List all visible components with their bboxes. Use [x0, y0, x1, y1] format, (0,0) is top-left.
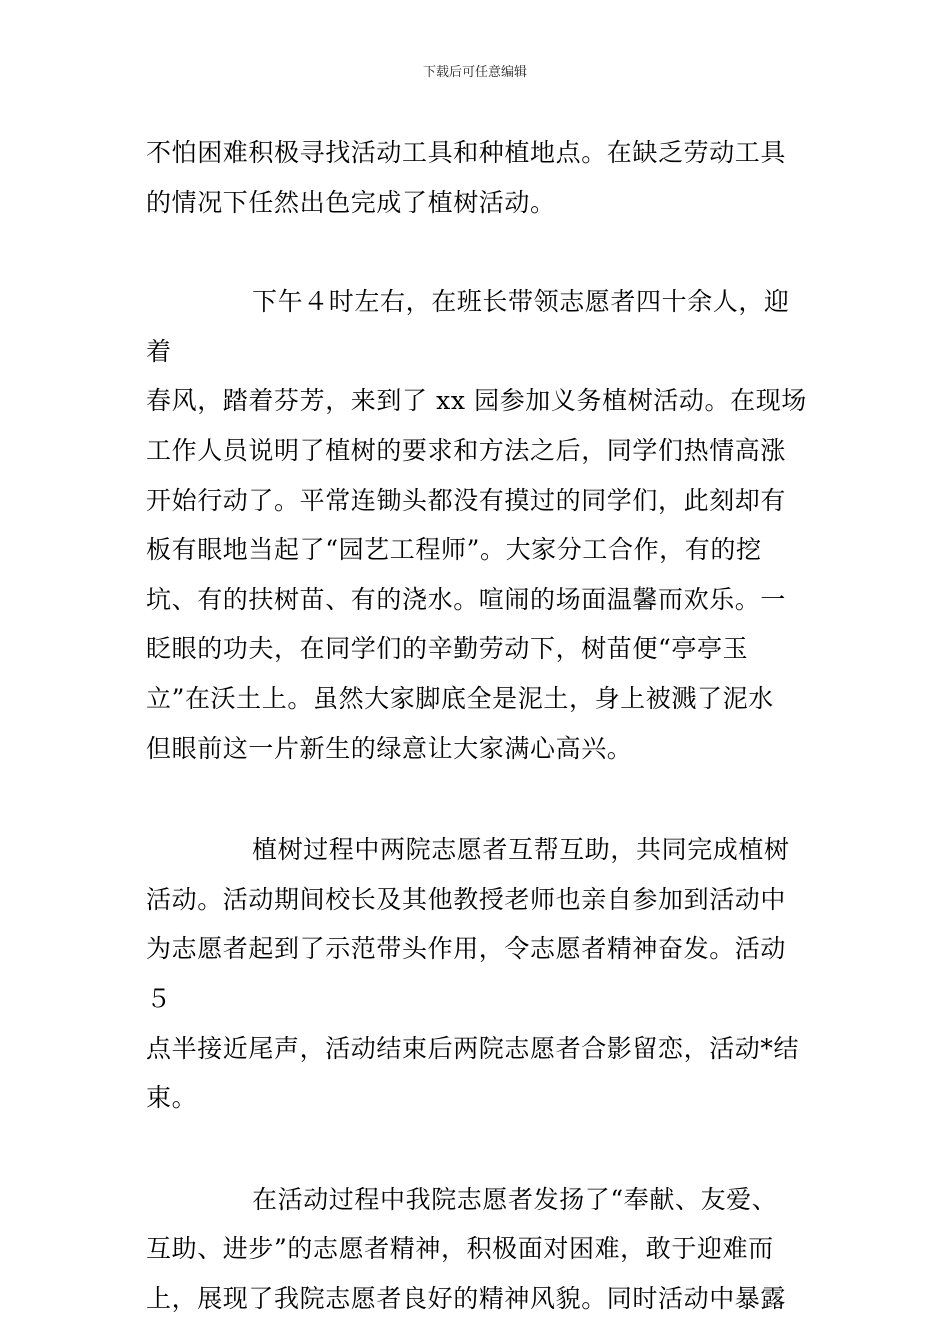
- text-line: 的情况下任然出色完成了植树活动。: [146, 187, 556, 217]
- text-line: 下午４时左右，在班长带领志愿者四十余人，迎着: [146, 287, 790, 366]
- text-line: 板有眼地当起了“园艺工程师”。大家分工合作，有的挖: [146, 535, 762, 565]
- paragraph-2: [146, 277, 811, 773]
- text-line: 活动。活动期间校长及其他教授老师也亲自参加到活动中: [146, 884, 787, 914]
- text-line: 不怕困难积极寻找活动工具和种植地点。在缺乏劳动工具: [146, 138, 787, 167]
- text-line: 上，展现了我院志愿者良好的精神风貌。同时活动中暴露: [146, 1283, 787, 1313]
- text-line: 春风，踏着芬芳，来到了 xx 园参加义务植树活动。在现场: [146, 386, 807, 416]
- text-line: 开始行动了。平常连锄头都没有摸过的同学们，此刻却有: [146, 485, 787, 515]
- text-line: 眨眼的功夫，在同学们的辛勤劳动下，树苗便“亭亭玉: [146, 634, 749, 664]
- text-line: 为志愿者起到了示范带头作用，令志愿者精神奋发。活动５: [146, 934, 787, 1013]
- paragraph-3: [146, 825, 811, 1123]
- text-line: 束。: [146, 1083, 198, 1113]
- paragraph-4: [146, 1175, 811, 1324]
- text-line: 植树过程中两院志愿者互帮互助，共同完成植树: [252, 835, 790, 865]
- paragraph-1: [146, 128, 811, 227]
- text-line: 工作人员说明了植树的要求和方法之后，同学们热情高涨: [146, 435, 787, 465]
- text-line: 互助、进步”的志愿者精神，积极面对困难，敢于迎难而: [146, 1234, 774, 1264]
- text-line: 在活动过程中我院志愿者发扬了“奉献、友爱、: [252, 1184, 778, 1214]
- text-line: 但眼前这一片新生的绿意让大家满心高兴。: [146, 733, 633, 763]
- text-line: 立”在沃土上。虽然大家脚底全是泥土，身上被溅了泥水: [146, 683, 774, 713]
- document-body: [146, 128, 811, 1323]
- page-header: 下载后可任意编辑: [422, 65, 527, 80]
- text-line: 坑、有的扶树苗、有的浇水。喧闹的场面温馨而欢乐。一: [146, 584, 787, 614]
- text-line: 点半接近尾声，活动结束后两院志愿者合影留恋，活动*结: [146, 1033, 800, 1063]
